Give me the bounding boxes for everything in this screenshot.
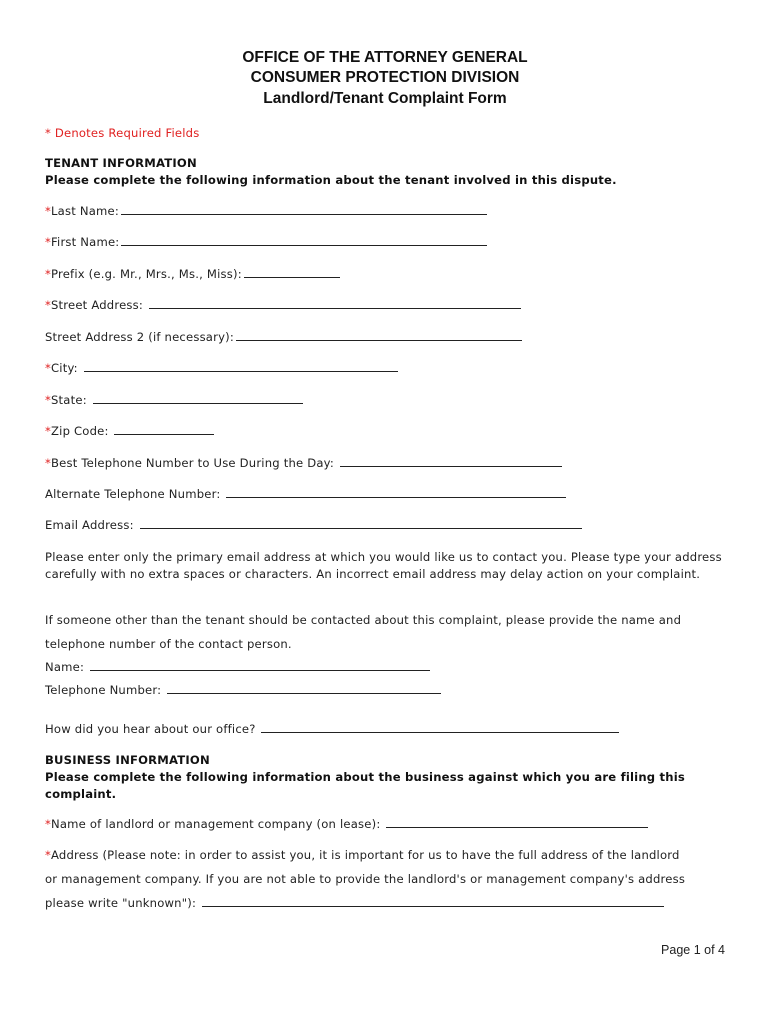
city-input-line[interactable]: [84, 361, 398, 372]
required-marker: *: [45, 393, 51, 407]
field-label: Name:: [45, 660, 88, 674]
field-label: Street Address 2 (if necessary):: [45, 330, 234, 344]
tenant-instructions: Please complete the following information about the tenant involved in this dispute.: [45, 173, 617, 187]
city-field: [45, 361, 398, 375]
landlord-address-field: [45, 848, 680, 862]
street-address-input-line[interactable]: [149, 298, 521, 309]
header-form-title: Landlord/Tenant Complaint Form: [263, 90, 507, 107]
tenant-heading: TENANT INFORMATION: [45, 156, 197, 170]
contact-note-line-1: If someone other than the tenant should be contacted about this complaint, please provide the name and: [45, 613, 682, 627]
field-label: How did you hear about our office?: [45, 722, 260, 736]
landlord-name-input-line[interactable]: [386, 817, 648, 828]
field-label: Street Address:: [51, 298, 147, 312]
header-division: CONSUMER PROTECTION DIVISION: [250, 69, 520, 86]
alternate-phone-field: [45, 487, 566, 501]
field-label: First Name:: [51, 235, 120, 249]
street-address-field: [45, 298, 521, 312]
day-phone-field: [45, 456, 562, 470]
field-label: Alternate Telephone Number:: [45, 487, 225, 501]
required-marker: *: [45, 456, 51, 470]
required-marker: *: [45, 298, 51, 312]
day-phone-input-line[interactable]: [340, 456, 562, 467]
email-field: [45, 518, 582, 532]
required-marker: *: [45, 848, 51, 862]
prefix-field: [45, 267, 340, 281]
last-name-input-line[interactable]: [121, 204, 487, 215]
required-marker: *: [45, 235, 51, 249]
field-label: City:: [51, 361, 82, 375]
contact-note-line-2: telephone number of the contact person.: [45, 637, 292, 651]
contact-name-field: [45, 660, 430, 674]
first-name-field: [45, 235, 487, 249]
required-marker: *: [45, 817, 51, 831]
business-instructions: Please complete the following information about the business against which you are filing this complaint.: [45, 770, 686, 801]
required-marker: *: [45, 204, 51, 218]
required-marker: *: [45, 361, 51, 375]
hear-about-input-line[interactable]: [261, 722, 619, 733]
field-label: please write "unknown"):: [45, 896, 200, 910]
business-heading: BUSINESS INFORMATION: [45, 753, 210, 767]
state-field: [45, 393, 303, 407]
field-label: Name of landlord or management company (on lease):: [51, 817, 385, 831]
zip-code-input-line[interactable]: [114, 424, 214, 435]
prefix-input-line[interactable]: [244, 267, 340, 278]
landlord-name-field: [45, 817, 648, 831]
required-marker: *: [45, 267, 51, 281]
contact-name-input-line[interactable]: [90, 660, 430, 671]
field-label: Best Telephone Number to Use During the Day:: [51, 456, 338, 470]
header-office: OFFICE OF THE ATTORNEY GENERAL: [242, 49, 528, 66]
last-name-field: [45, 204, 487, 218]
field-label: Last Name:: [51, 204, 119, 218]
field-label: Prefix (e.g. Mr., Mrs., Ms., Miss):: [51, 267, 242, 281]
email-note: Please enter only the primary email address at which you would like us to contact you. Please type your address carefully with no extra spaces or characters. An incorrect email address may delay action on your complaint.: [45, 550, 722, 581]
field-label: Email Address:: [45, 518, 138, 532]
contact-phone-input-line[interactable]: [167, 683, 441, 694]
email-input-line[interactable]: [140, 518, 582, 529]
state-input-line[interactable]: [93, 393, 303, 404]
landlord-address-input-line[interactable]: [202, 896, 664, 907]
zip-code-field: [45, 424, 214, 438]
alternate-phone-input-line[interactable]: [226, 487, 566, 498]
page-number: Page 1 of 4: [661, 943, 725, 957]
landlord-address-line-3: [45, 896, 664, 910]
street-address-2-field: [45, 330, 522, 344]
field-label: Telephone Number:: [45, 683, 166, 697]
street-address-2-input-line[interactable]: [236, 330, 522, 341]
required-marker: *: [45, 424, 51, 438]
required-fields-note: * Denotes Required Fields: [45, 126, 200, 140]
first-name-input-line[interactable]: [121, 235, 487, 246]
landlord-address-line-2: or management company. If you are not able to provide the landlord's or management company's address: [45, 872, 686, 886]
field-label: State:: [51, 393, 91, 407]
field-label: Address (Please note: in order to assist you, it is important for us to have the full address of the landlord: [51, 848, 680, 862]
hear-about-field: [45, 722, 619, 736]
field-label: Zip Code:: [51, 424, 113, 438]
contact-phone-field: [45, 683, 441, 697]
